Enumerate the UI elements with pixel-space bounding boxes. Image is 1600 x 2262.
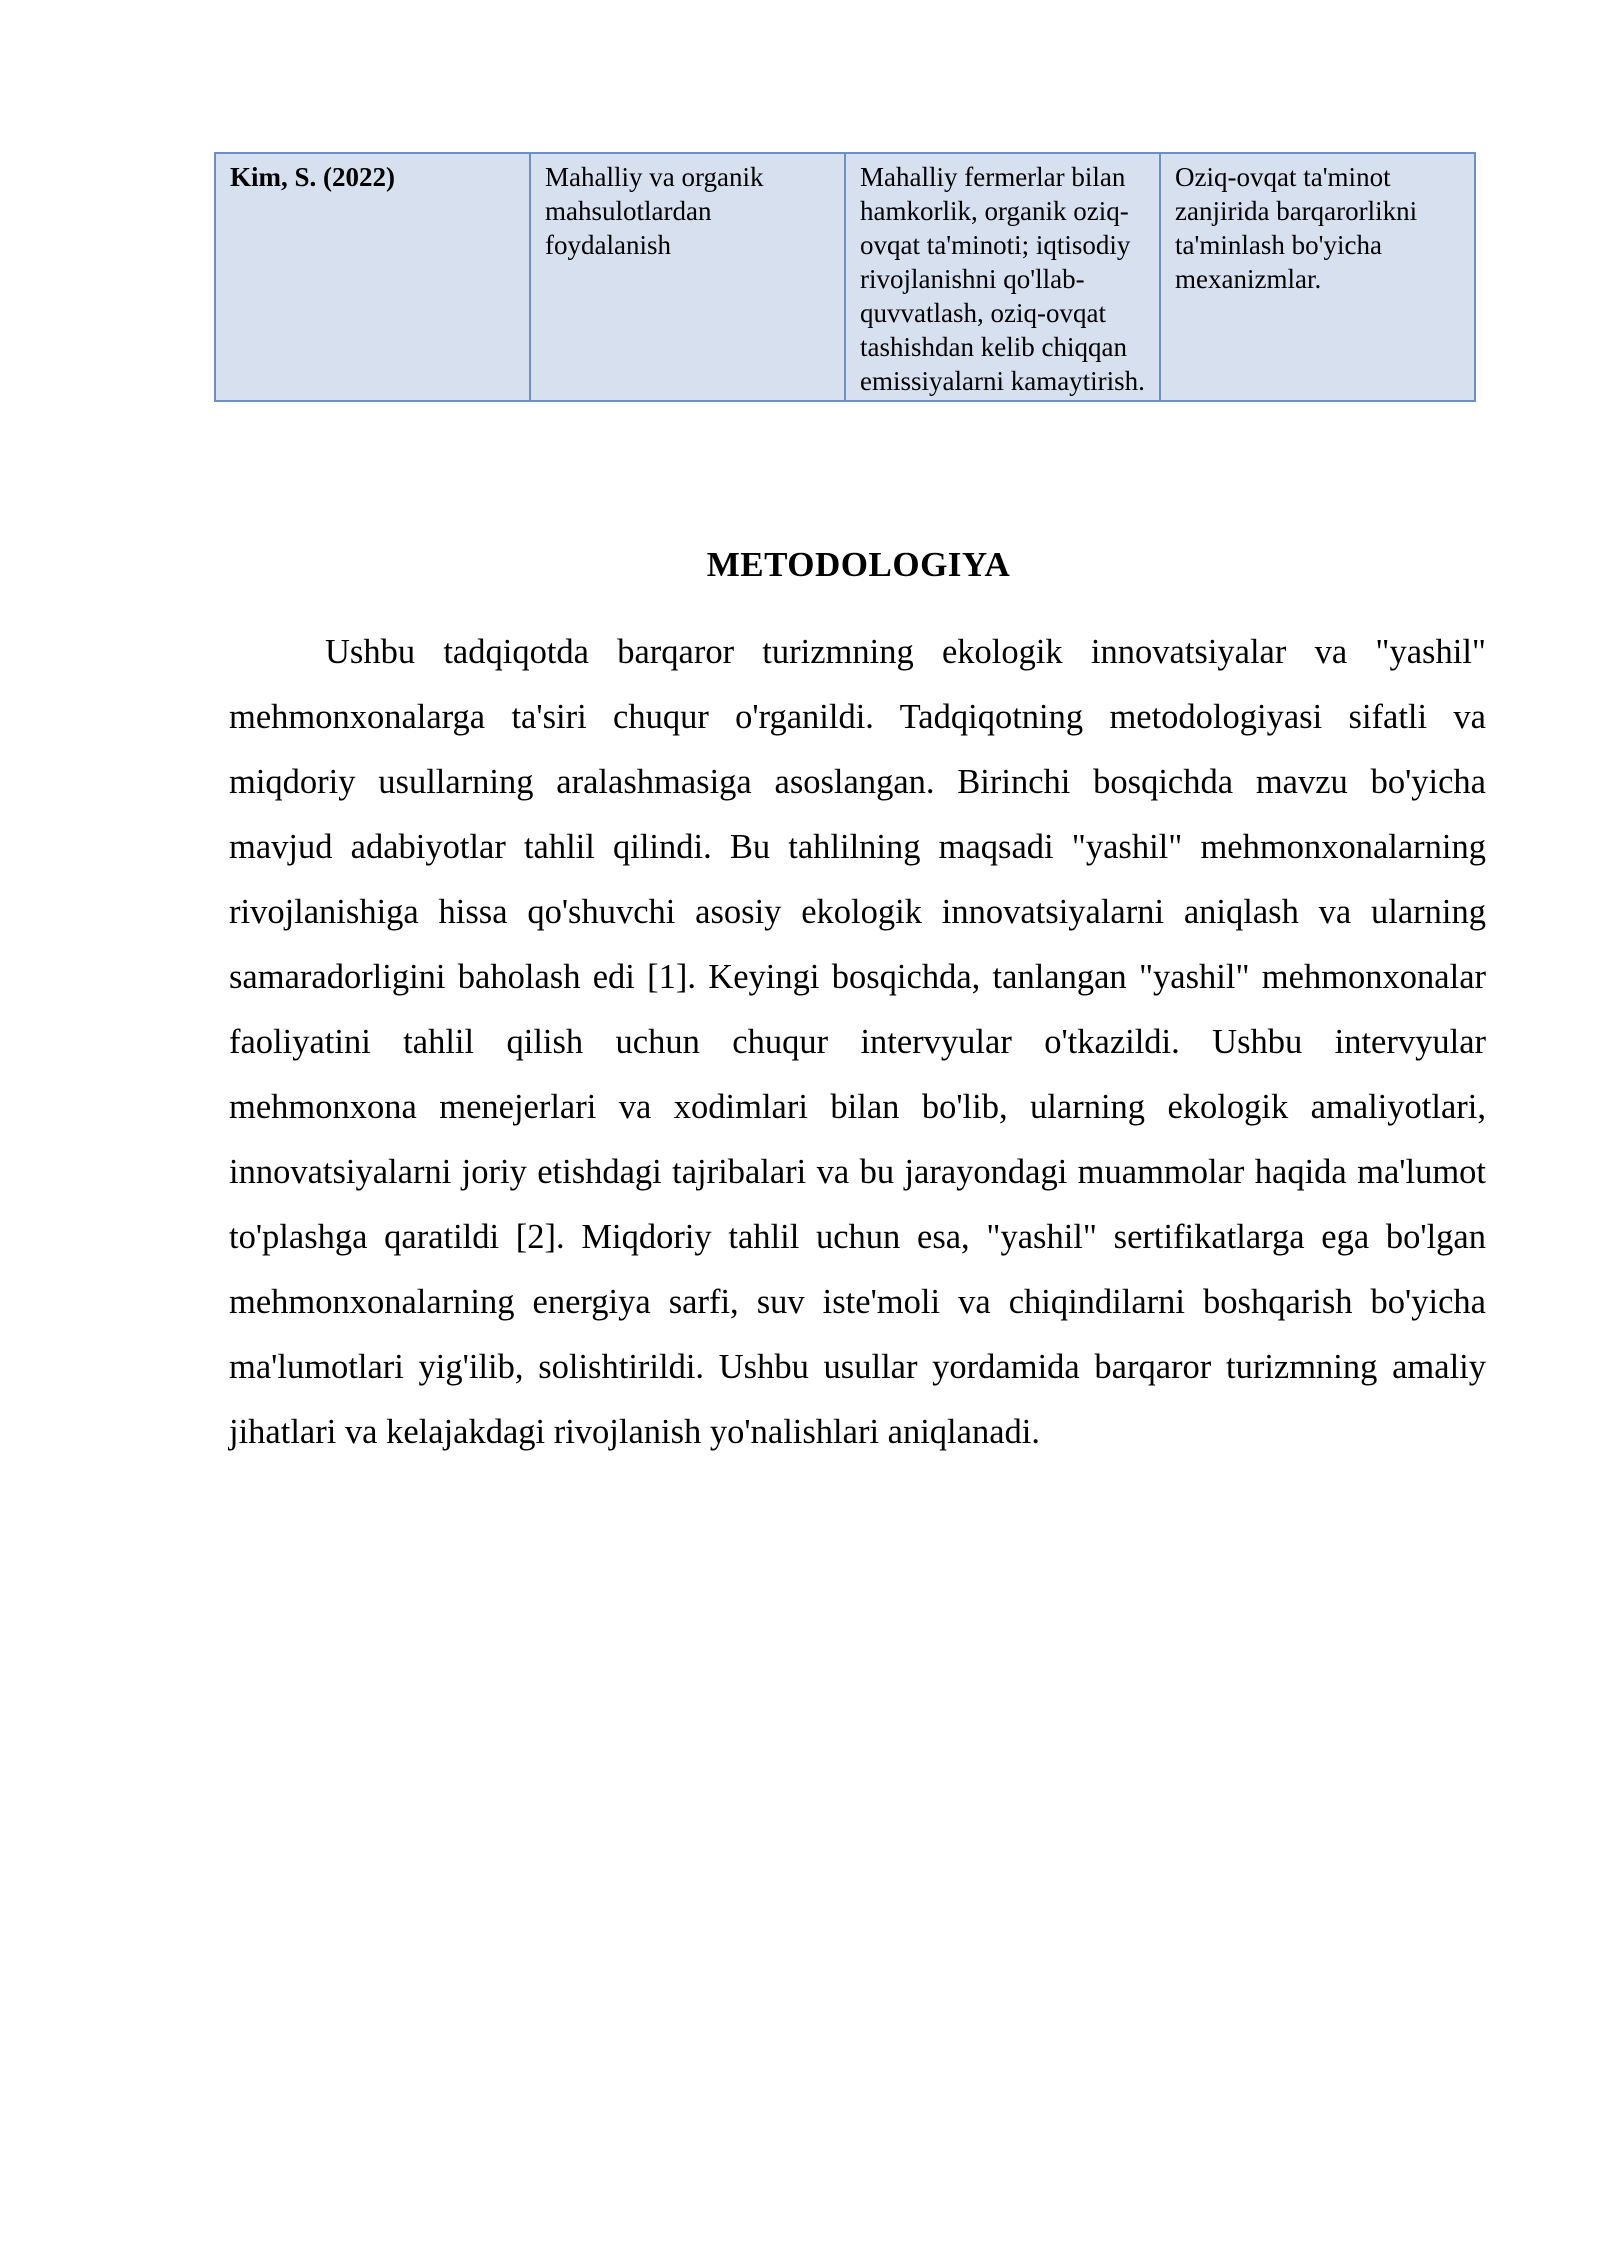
- table-cell-topic: Mahalliy va organik mahsulotlardan foydalanish: [530, 153, 845, 401]
- literature-review-table: [214, 152, 1476, 402]
- table-cell-conclusion: Oziq-ovqat ta'minot zanjirida barqarorlikni ta'minlash bo'yicha mexanizmlar.: [1160, 153, 1475, 401]
- methodology-paragraph: Ushbu tadqiqotda barqaror turizmning ekologik innovatsiyalar va "yashil" mehmonxonalarga ta'siri chuqur o'rganildi. Tadqiqotning metodologiyasi sifatli va miqdoriy usullarning aralashmasiga asoslangan. Birinchi bosqichda mavzu bo'yicha mavjud adabiyotlar tahlil qilindi. Bu tahlilning maqsadi "yashil" mehmonxonalarning rivojlanishiga hissa qo'shuvchi asosiy ekologik innovatsiyalarni aniqlash va ularning samaradorligini baholash edi [1]. Keyingi bosqichda, tanlangan "yashil" mehmonxonalar faoliyatini tahlil qilish uchun chuqur intervyular o'tkazildi. Ushbu intervyular mehmonxona menejerlari va xodimlari bilan bo'lib, ularning ekologik amaliyotlari, innovatsiyalarni joriy etishdagi tajribalari va bu jarayondagi muammolar haqida ma'lumot to'plashga qaratildi [2]. Miqdoriy tahlil uchun esa, "yashil" sertifikatlarga ega bo'lgan mehmonxonalarning energiya sarfi, suv iste'moli va chiqindilarni boshqarish bo'yicha ma'lumotlari yig'ilib, solishtirildi. Ushbu usullar yordamida barqaror turizmning amaliy jihatlari va kelajakdagi rivojlanish yo'nalishlari aniqlanadi.: [229, 633, 1486, 1451]
- table-row: [215, 153, 1475, 401]
- table-cell-author: Kim, S. (2022): [215, 153, 530, 401]
- section-heading: METODOLOGIYA: [706, 545, 1011, 584]
- table-cell-findings: Mahalliy fermerlar bilan hamkorlik, organik oziq-ovqat ta'minoti; iqtisodiy rivojlanishni qo'llab-quvvatlash, oziq-ovqat tashishdan kelib chiqqan emissiyalarni kamaytirish.: [845, 153, 1160, 401]
